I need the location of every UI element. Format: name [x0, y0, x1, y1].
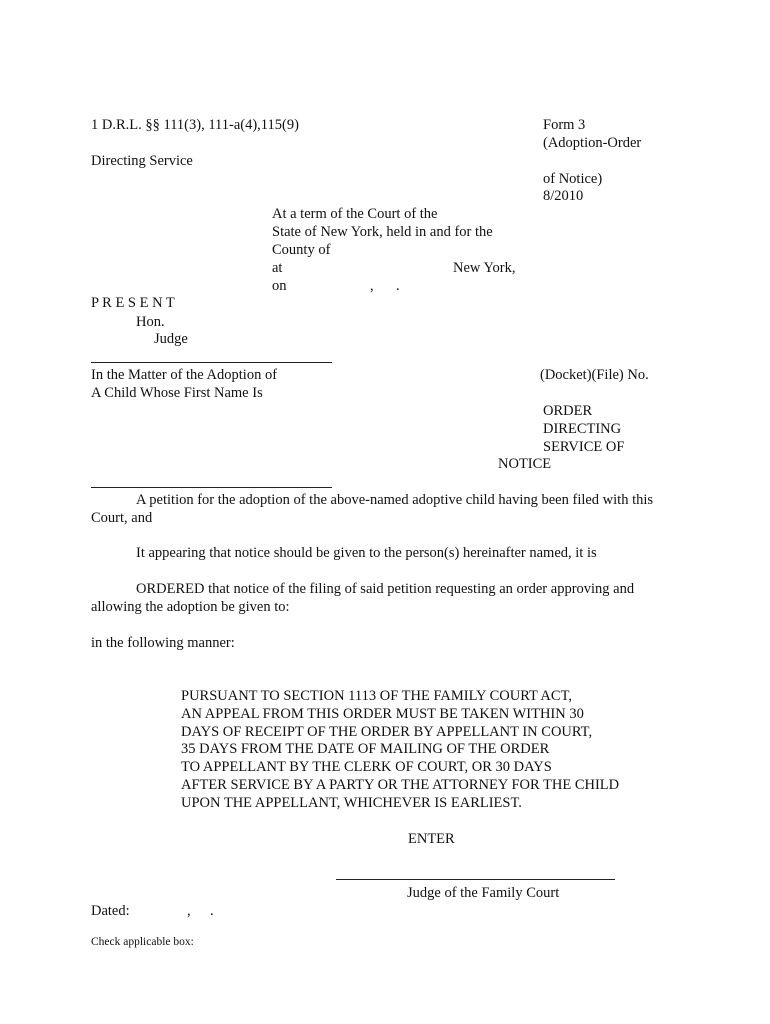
form-name-line-1: (Adoption-Order — [543, 135, 642, 151]
court-term-at-label: at — [272, 260, 283, 276]
appeal-notice-line: UPON THE APPELLANT, WHICHEVER IS EARLIEST. — [181, 795, 522, 811]
caption-matter-line-1: In the Matter of the Adoption of — [91, 367, 278, 383]
dated-comma: , — [187, 903, 191, 919]
order-title-line-4: NOTICE — [498, 456, 552, 472]
order-title-line-3: SERVICE OF — [543, 439, 625, 455]
form-number: Form 3 — [543, 117, 586, 133]
appeal-notice-line: TO APPELLANT BY THE CLERK OF COURT, OR 30 DAYS — [181, 759, 552, 775]
form-name-line-2: of Notice) — [543, 171, 603, 187]
manner-paragraph: in the following manner: — [91, 635, 235, 651]
docket-file-number: (Docket)(File) No. — [540, 367, 649, 383]
petition-paragraph-line-2: Court, and — [91, 510, 153, 526]
check-applicable-box-label: Check applicable box: — [91, 936, 194, 948]
appeal-notice-line: AN APPEAL FROM THIS ORDER MUST BE TAKEN WITHIN 30 — [181, 706, 584, 722]
caption-matter-line-2: A Child Whose First Name Is — [91, 385, 263, 401]
caption-top-rule — [91, 362, 332, 363]
present-label: P R E S E N T — [91, 295, 175, 311]
ordered-paragraph-line-2: allowing the adoption be given to: — [91, 599, 290, 615]
court-term-date-comma: , — [370, 278, 374, 294]
statute-citation: 1 D.R.L. §§ 111(3), 111-a(4),115(9) — [91, 117, 299, 133]
appeal-notice-line: AFTER SERVICE BY A PARTY OR THE ATTORNEY FOR THE CHILD — [181, 777, 620, 793]
caption-bottom-rule — [91, 487, 332, 488]
court-term-line-1: At a term of the Court of the — [272, 206, 438, 222]
petition-paragraph-line-1: A petition for the adoption of the above-named adoptive child having been filed with this — [136, 492, 654, 508]
dated-period: . — [210, 903, 214, 919]
court-term-date-period: . — [396, 278, 400, 294]
order-title-line-2: DIRECTING — [543, 421, 622, 437]
court-term-line-2: State of New York, held in and for the — [272, 224, 493, 240]
court-term-state: New York, — [453, 260, 516, 276]
enter-label: ENTER — [408, 831, 455, 847]
order-title-line-1: ORDER — [543, 403, 593, 419]
present-judge: Judge — [154, 331, 188, 347]
appearing-paragraph: It appearing that notice should be given to the person(s) hereinafter named, it is — [136, 545, 597, 561]
appeal-notice-line: PURSUANT TO SECTION 1113 OF THE FAMILY COURT ACT, — [181, 688, 572, 704]
directing-service-label: Directing Service — [91, 153, 193, 169]
appeal-notice-line: DAYS OF RECEIPT OF THE ORDER BY APPELLANT IN COURT, — [181, 724, 593, 740]
court-term-on-label: on — [272, 278, 287, 294]
appeal-notice-line: 35 DAYS FROM THE DATE OF MAILING OF THE ORDER — [181, 741, 550, 757]
dated-label: Dated: — [91, 903, 130, 919]
judge-title: Judge of the Family Court — [407, 885, 560, 901]
present-hon: Hon. — [136, 314, 165, 330]
ordered-paragraph-line-1: ORDERED that notice of the filing of said petition requesting an order approving and — [136, 581, 635, 597]
form-date: 8/2010 — [543, 188, 584, 204]
judge-signature-line — [336, 879, 615, 880]
court-term-county: County of — [272, 242, 331, 258]
